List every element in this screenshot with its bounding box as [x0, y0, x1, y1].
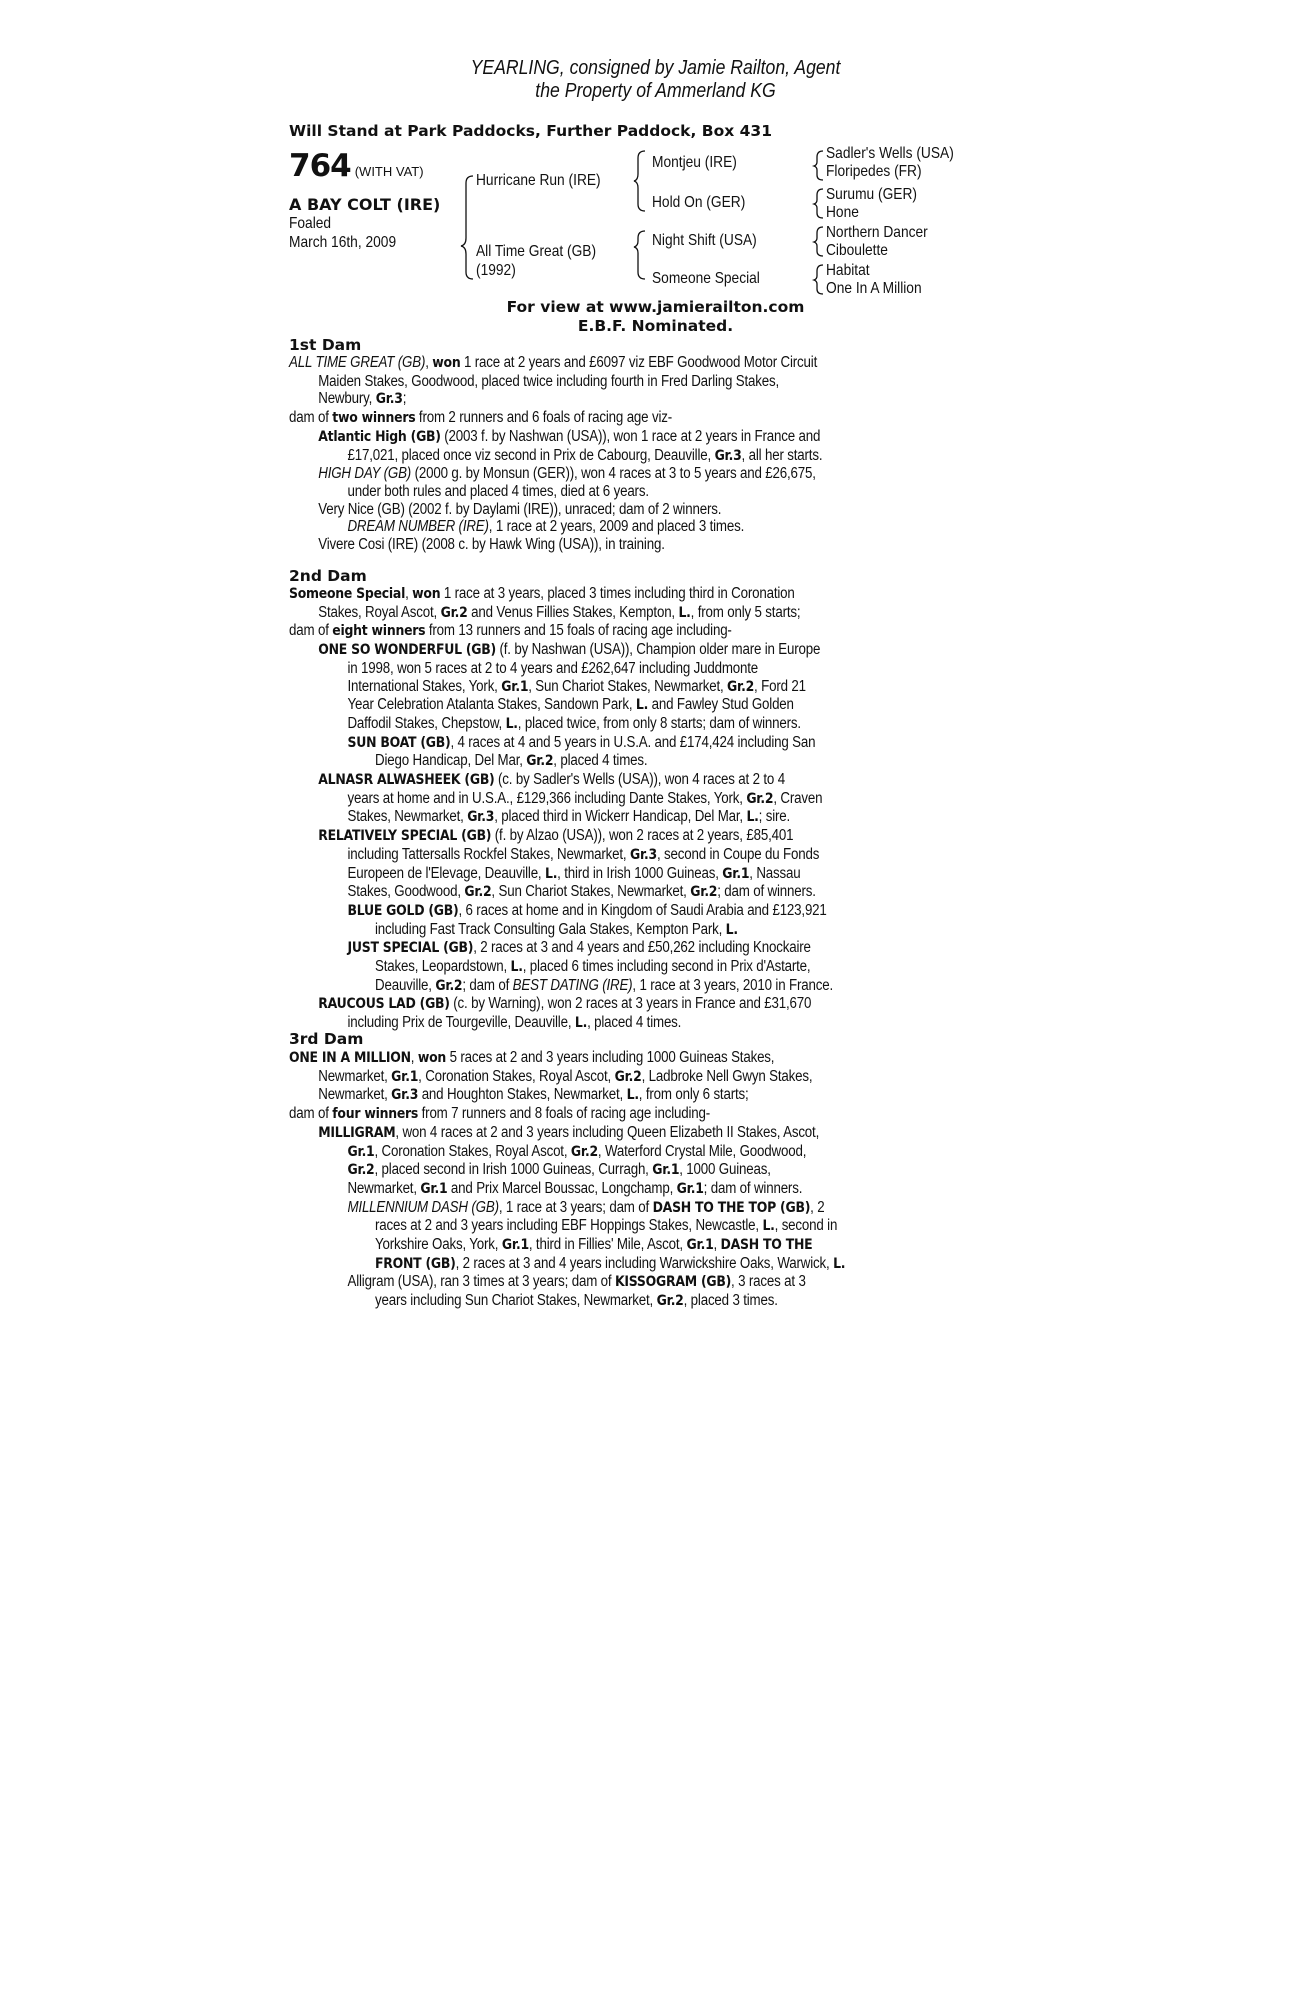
text-line: Gr.2, placed second in Irish 1000 Guineas, Curragh, Gr.1, 1000 Guineas, — [347, 1161, 771, 1179]
lot-number-value: 764 — [289, 148, 351, 184]
second-dam-section — [289, 585, 947, 1033]
text-line: including Fast Track Consulting Gala Stakes, Kempton Park, L. — [375, 920, 738, 938]
text-line: dam of two winners from 2 runners and 6 foals of racing age viz- — [289, 409, 672, 427]
text-line: ALNASR ALWASHEEK (GB) (c. by Sadler's Wells (USA)), won 4 races at 2 to 4 — [318, 771, 785, 789]
text-line: Vivere Cosi (IRE) (2008 c. by Hawk Wing (USA)), in training. — [318, 536, 665, 554]
text-line: MILLENNIUM DASH (GB), 1 race at 3 years; dam of DASH TO THE TOP (GB), 2 — [347, 1198, 825, 1216]
text-line: International Stakes, York, Gr.1, Sun Chariot Stakes, Newmarket, Gr.2, Ford 21 — [347, 677, 806, 695]
second-dam-heading: 2nd Dam — [289, 567, 367, 585]
text-line: years including Sun Chariot Stakes, Newmarket, Gr.2, placed 3 times. — [375, 1292, 778, 1310]
text-line: Year Celebration Atalanta Stakes, Sandown Park, L. and Fawley Stud Golden — [347, 696, 794, 714]
text-line: ONE SO WONDERFUL (GB) (f. by Nashwan (USA)), Champion older mare in Europe — [318, 641, 821, 659]
text-line: MILLIGRAM, won 4 races at 2 and 3 years including Queen Elizabeth II Stakes, Ascot, — [318, 1123, 820, 1141]
sd-dam: Hone — [826, 204, 859, 221]
text-line: FRONT (GB), 2 races at 3 and 4 years including Warwickshire Oaks, Warwick, L. — [375, 1254, 846, 1272]
text-line: under both rules and placed 4 times, died at 6 years. — [347, 482, 649, 500]
dam-name: All Time Great (GB) — [476, 243, 597, 260]
view-website: For view at www.jamierailton.com — [506, 298, 805, 316]
text-line: Stakes, Goodwood, Gr.2, Sun Chariot Stakes, Newmarket, Gr.2; dam of winners. — [347, 883, 816, 901]
property-line: the Property of Ammerland KG — [535, 79, 776, 102]
text-line: including Tattersalls Rockfel Stakes, Newmarket, Gr.3, second in Coupe du Fonds — [347, 845, 820, 863]
text-line: DREAM NUMBER (IRE), 1 race at 2 years, 2009 and placed 3 times. — [347, 518, 745, 536]
text-line: Stakes, Leopardstown, L., placed 6 times including second in Prix d'Astarte, — [375, 958, 811, 976]
first-dam-section — [289, 354, 947, 554]
ebf-nominated: E.B.F. Nominated. — [577, 317, 734, 335]
text-line: Someone Special, won 1 race at 3 years, placed 3 times including third in Coronation — [289, 585, 795, 602]
text-line: including Prix de Tourgeville, Deauville, L., placed 4 times. — [347, 1014, 682, 1032]
first-dam-heading: 1st Dam — [289, 336, 362, 354]
text-line: Europeen de l'Elevage, Deauville, L., third in Irish 1000 Guineas, Gr.1, Nassau — [347, 864, 801, 882]
text-line: RELATIVELY SPECIAL (GB) (f. by Alzao (USA)), won 2 races at 2 years, £85,401 — [318, 827, 794, 845]
text-line: Gr.1, Coronation Stakes, Royal Ascot, Gr.2, Waterford Crystal Mile, Goodwood, — [347, 1142, 807, 1160]
text-line: JUST SPECIAL (GB), 2 races at 3 and 4 years and £50,262 including Knockaire — [347, 939, 811, 957]
dd-dam: One In A Million — [826, 280, 922, 297]
text-line: races at 2 and 3 years including EBF Hoppings Stakes, Newcastle, L., second in — [375, 1217, 838, 1235]
text-line: dam of eight winners from 13 runners and 15 foals of racing age including- — [289, 622, 732, 640]
text-line: Daffodil Stakes, Chepstow, L., placed twice, from only 8 starts; dam of winners. — [347, 714, 801, 732]
sd-sire: Surumu (GER) — [826, 186, 917, 203]
text-line: Newmarket, Gr.3 and Houghton Stakes, Newmarket, L., from only 6 starts; — [318, 1086, 749, 1104]
text-line: Newmarket, Gr.1 and Prix Marcel Boussac, Longchamp, Gr.1; dam of winners. — [347, 1179, 803, 1197]
foaled-date: March 16th, 2009 — [289, 234, 397, 251]
dd-sire: Habitat — [826, 262, 870, 279]
text-line: Stakes, Newmarket, Gr.3, placed third in Wickerr Handicap, Del Mar, L.; sire. — [347, 808, 791, 826]
sire-name: Hurricane Run (IRE) — [476, 172, 601, 189]
text-line: years at home and in U.S.A., £129,366 including Dante Stakes, York, Gr.2, Craven — [347, 789, 823, 807]
text-line: Diego Handicap, Del Mar, Gr.2, placed 4 times. — [375, 752, 648, 770]
third-dam-heading: 3rd Dam — [289, 1030, 364, 1048]
text-line: Newbury, Gr.3; — [318, 390, 407, 408]
text-line: Newmarket, Gr.1, Coronation Stakes, Royal Ascot, Gr.2, Ladbroke Nell Gwyn Stakes, — [318, 1067, 813, 1085]
horse-description: A BAY COLT (IRE) — [289, 195, 441, 214]
text-line: BLUE GOLD (GB), 6 races at home and in Kingdom of Saudi Arabia and £123,921 — [347, 901, 827, 919]
text-line: Very Nice (GB) (2002 f. by Daylami (IRE)), unraced; dam of 2 winners. — [318, 500, 722, 518]
third-dam-section — [289, 1049, 947, 1311]
text-line: ALL TIME GREAT (GB), won 1 race at 2 years and £6097 viz EBF Goodwood Motor Circuit — [289, 354, 818, 371]
ss-sire: Sadler's Wells (USA) — [826, 145, 954, 162]
consignment-line: YEARLING, consigned by Jamie Railton, Agent — [470, 56, 841, 79]
text-line: Maiden Stakes, Goodwood, placed twice including fourth in Fred Darling Stakes, — [318, 372, 780, 390]
text-line: in 1998, won 5 races at 2 to 4 years and £262,647 including Juddmonte — [347, 659, 759, 677]
dam-dam: Someone Special — [652, 270, 760, 287]
text-line: HIGH DAY (GB) (2000 g. by Monsun (GER)), won 4 races at 3 to 5 years and £26,675, — [318, 465, 816, 483]
foaled-label: Foaled — [289, 215, 332, 232]
sire-dam: Hold On (GER) — [652, 194, 746, 211]
vat-note: (WITH VAT) — [354, 164, 424, 179]
sire-sire: Montjeu (IRE) — [652, 154, 737, 171]
text-line: Deauville, Gr.2; dam of BEST DATING (IRE), 1 race at 3 years, 2010 in France. — [375, 976, 833, 994]
text-line: RAUCOUS LAD (GB) (c. by Warning), won 2 races at 3 years in France and £31,670 — [318, 995, 812, 1013]
dam-sire: Night Shift (USA) — [652, 232, 757, 249]
ss-dam: Floripedes (FR) — [826, 163, 922, 180]
text-line: Atlantic High (GB) (2003 f. by Nashwan (USA)), won 1 race at 2 years in France and — [318, 427, 821, 445]
ds-sire: Northern Dancer — [826, 224, 928, 241]
text-line: £17,021, placed once viz second in Prix de Cabourg, Deauville, Gr.3, all her starts. — [347, 446, 823, 464]
dam-year: (1992) — [476, 262, 516, 279]
stand-location: Will Stand at Park Paddocks, Further Paddock, Box 431 — [289, 122, 772, 140]
text-line: Yorkshire Oaks, York, Gr.1, third in Fillies' Mile, Ascot, Gr.1, DASH TO THE — [375, 1236, 813, 1254]
ds-dam: Ciboulette — [826, 242, 888, 259]
text-line: Stakes, Royal Ascot, Gr.2 and Venus Fillies Stakes, Kempton, L., from only 5 starts; — [318, 603, 801, 621]
text-line: ONE IN A MILLION, won 5 races at 2 and 3 years including 1000 Guineas Stakes, — [289, 1049, 775, 1066]
text-line: Alligram (USA), ran 3 times at 3 years; dam of KISSOGRAM (GB), 3 races at 3 — [347, 1273, 806, 1291]
text-line: dam of four winners from 7 runners and 8 foals of racing age including- — [289, 1105, 711, 1123]
text-line: SUN BOAT (GB), 4 races at 4 and 5 years in U.S.A. and £174,424 including San — [347, 733, 816, 751]
